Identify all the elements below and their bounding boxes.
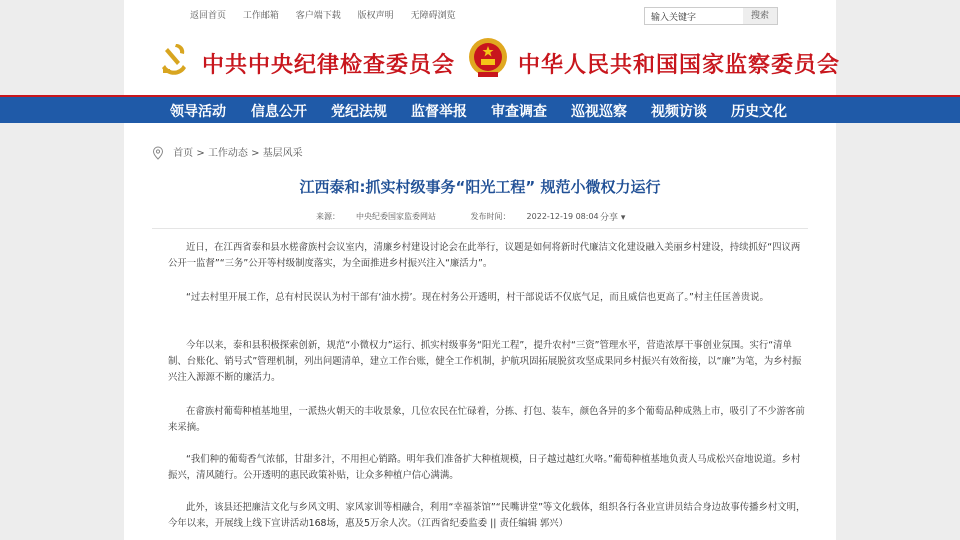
article-title: 江西泰和:抓实村级事务“阳光工程” 规范小微权力运行 bbox=[299, 178, 661, 196]
chevron-down-icon: ▾ bbox=[620, 213, 626, 223]
nav-item-investigation[interactable]: 审查调查 bbox=[491, 104, 547, 120]
cpc-commission-title: 中共中央纪律检查委员会 bbox=[202, 52, 456, 78]
nav-item-report[interactable]: 监督举报 bbox=[411, 104, 467, 120]
article-paragraph: “我们种的葡萄香气浓郁，甘甜多汁，不用担心销路。明年我们准备扩大种植规模，日子越过越红火咯。”葡萄种植基地负责人马成松兴奋地说道。乡村振兴，清风随行。公开透明的惠民政策补贴，让众多种植户信心满满。 bbox=[168, 454, 801, 481]
breadcrumb-grassroots[interactable]: 基层风采 bbox=[262, 148, 303, 159]
article-meta bbox=[316, 211, 631, 222]
divider bbox=[152, 228, 808, 229]
link-home[interactable]: 返回首页 bbox=[190, 11, 227, 21]
link-accessibility[interactable]: 无障碍浏览 bbox=[410, 11, 456, 21]
article-paragraph: “过去村里开展工作，总有村民误认为村干部有‘油水捞’。现在村务公开透明，村干部说话不仅底气足，而且威信也更高了。”村主任匡善贵说。 bbox=[186, 292, 769, 303]
article-paragraph: 近日，在江西省泰和县水槎畲族村会议室内，清廉乡村建设讨论会在此举行，议题是如何将新时代廉洁文化建设融入美丽乡村建设，持续抓好“四议两公开一监督”“三务”公开等村级制度落实，为全面推进乡村振兴注入“廉活力”。 bbox=[168, 242, 801, 269]
nav-item-info-disclosure[interactable]: 信息公开 bbox=[251, 104, 307, 120]
source-label: 来源： bbox=[316, 212, 340, 221]
share-label: 分享 bbox=[600, 213, 619, 223]
breadcrumb-home[interactable]: 首页 bbox=[173, 148, 194, 159]
nav-item-video[interactable]: 视频访谈 bbox=[651, 104, 707, 120]
date-label: 发布时间： bbox=[470, 212, 511, 221]
source-value: 中央纪委国家监委网站 bbox=[356, 212, 436, 221]
date-value: 2022-12-19 08:04 bbox=[526, 212, 599, 221]
nav-item-history[interactable]: 历史文化 bbox=[731, 104, 787, 120]
link-email[interactable]: 工作邮箱 bbox=[242, 11, 279, 21]
nav-item-inspection[interactable]: 巡视巡察 bbox=[571, 104, 627, 120]
article-paragraph: 今年以来，泰和县积极探索创新，规范“小微权力”运行、抓实村级事务“阳光工程”，提升农村“三资”管理水平，营造浓厚干事创业氛围。实行“清单制、台账化、销号式”管理机制，列出问题清单，建立工作台账，健全工作机制，护航巩固拓展脱贫攻坚成果同乡村振兴有效衔接，以“廉”为笔，为乡村振兴注入源源不断的廉活力。 bbox=[168, 340, 802, 383]
location-pin-icon bbox=[152, 146, 164, 160]
breadcrumb-work-news[interactable]: 工作动态 bbox=[207, 148, 248, 159]
link-copyright[interactable]: 版权声明 bbox=[357, 11, 394, 21]
search-button[interactable]: 搜索 bbox=[743, 8, 777, 24]
share-button[interactable] bbox=[600, 210, 625, 223]
search-input[interactable]: 输入关键字 bbox=[651, 13, 697, 23]
main-nav bbox=[0, 95, 960, 123]
national-emblem-icon bbox=[466, 36, 510, 80]
party-emblem-icon bbox=[154, 38, 194, 78]
breadcrumb: 首页 > 工作动态 > 基层风采 bbox=[152, 144, 303, 160]
link-client-download[interactable]: 客户端下载 bbox=[295, 11, 341, 21]
supervision-commission-title: 中华人民共和国国家监察委员会 bbox=[518, 52, 841, 78]
top-links bbox=[190, 8, 470, 21]
nav-item-leadership[interactable]: 领导活动 bbox=[170, 104, 226, 120]
nav-item-regulations[interactable]: 党纪法规 bbox=[331, 104, 387, 120]
article-paragraph: 此外，该县还把廉洁文化与乡风文明、家风家训等相融合，利用“幸福茶馆”“民嘴讲堂”等文化载体，组织各行各业宣讲员结合身边故事传播乡村文明，今年以来，开展线上线下宣讲活动168场，惠及5万余人次。（江西省纪委监委 || 责任编辑 郭兴） bbox=[168, 502, 806, 529]
article-paragraph: 在畲族村葡萄种植基地里，一派热火朝天的丰收景象，几位农民在忙碌着，分拣、打包、装车，颜色各异的多个葡萄品种成熟上市，吸引了不少游客前来采摘。 bbox=[168, 406, 805, 433]
search-box bbox=[644, 7, 778, 25]
